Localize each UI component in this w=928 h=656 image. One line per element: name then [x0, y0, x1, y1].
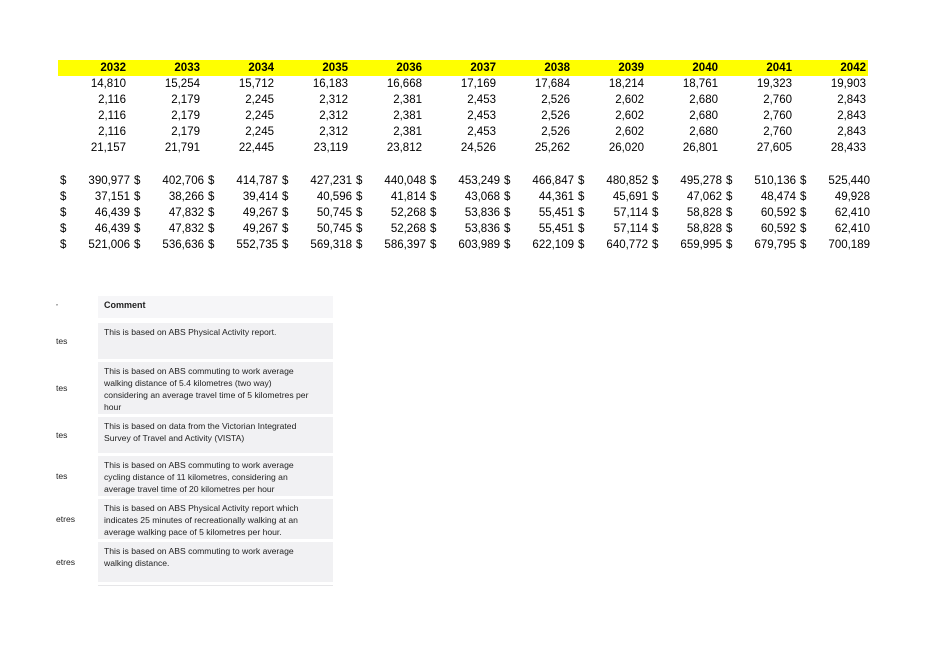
- comment-line: average walking pace of 5 kilometres per hour.: [104, 527, 282, 537]
- currency-symbol: $: [134, 223, 141, 235]
- count-cell: 21,157: [90, 142, 126, 154]
- currency-cell: 62,410: [834, 223, 870, 235]
- currency-symbol: $: [504, 207, 511, 219]
- year-header-cell: 2041: [720, 60, 794, 76]
- count-cell: 2,116: [98, 126, 126, 138]
- count-cell: 23,119: [313, 142, 348, 154]
- currency-cell: 586,397: [384, 239, 426, 251]
- currency-cell: 47,062: [686, 191, 722, 203]
- count-cell: 2,760: [763, 126, 792, 138]
- currency-symbol: $: [504, 239, 511, 251]
- currency-cell: 55,451: [538, 207, 574, 219]
- currency-cell: 47,832: [168, 207, 204, 219]
- year-header-row: [58, 60, 868, 76]
- count-cell: 2,381: [393, 126, 422, 138]
- currency-symbol: $: [578, 207, 585, 219]
- currency-cell: 53,836: [464, 207, 500, 219]
- currency-cell: 49,267: [242, 223, 278, 235]
- currency-symbol: $: [60, 223, 67, 235]
- currency-cell: 402,706: [162, 175, 204, 187]
- count-cell: 2,245: [245, 126, 274, 138]
- comment-cell: [98, 417, 333, 453]
- currency-symbol: $: [652, 239, 659, 251]
- unit-cell: tes: [56, 336, 68, 346]
- comment-line: considering an average travel time of 5 kilometres per: [104, 390, 309, 400]
- comment-cell: [98, 362, 333, 414]
- currency-cell: 552,735: [236, 239, 278, 251]
- currency-row: [58, 173, 872, 189]
- currency-symbol: $: [60, 175, 67, 187]
- year-header-cell: 2036: [350, 60, 424, 76]
- count-cell: 18,214: [608, 78, 644, 90]
- currency-cell: 52,268: [390, 207, 426, 219]
- currency-symbol: $: [208, 239, 215, 251]
- comment-line: hour: [104, 402, 122, 412]
- currency-symbol: $: [134, 207, 141, 219]
- currency-symbol: $: [800, 191, 807, 203]
- count-cell: 27,605: [756, 142, 792, 154]
- count-row: [58, 124, 868, 140]
- year-header-cell: 2042: [794, 60, 868, 76]
- count-row: [58, 108, 868, 124]
- currency-cell: 39,414: [242, 191, 278, 203]
- count-cell: 2,179: [171, 126, 200, 138]
- currency-symbol: $: [578, 223, 585, 235]
- count-cell: 2,843: [837, 94, 866, 106]
- currency-cell: 44,361: [538, 191, 574, 203]
- count-cell: 22,445: [238, 142, 274, 154]
- currency-symbol: $: [800, 175, 807, 187]
- year-header-cell: 2035: [276, 60, 350, 76]
- unit-cell: tes: [56, 383, 68, 393]
- count-cell: 2,680: [689, 94, 718, 106]
- count-cell: 2,312: [319, 94, 348, 106]
- currency-cell: 414,787: [236, 175, 278, 187]
- count-cell: 2,760: [763, 110, 792, 122]
- currency-cell: 536,636: [162, 239, 204, 251]
- currency-cell: 50,745: [316, 223, 352, 235]
- currency-symbol: $: [726, 175, 733, 187]
- currency-symbol: $: [430, 175, 437, 187]
- count-cell: 15,712: [238, 78, 274, 90]
- currency-symbol: $: [282, 239, 289, 251]
- comment-header-row: [50, 296, 333, 318]
- year-header-cell: 2039: [572, 60, 646, 76]
- comment-header: Comment: [98, 296, 333, 318]
- currency-symbol: $: [134, 175, 141, 187]
- currency-symbol: $: [60, 207, 67, 219]
- currency-symbol: $: [134, 239, 141, 251]
- count-cell: 18,761: [682, 78, 718, 90]
- comment-panel: [50, 296, 333, 588]
- currency-cell: 62,410: [834, 207, 870, 219]
- year-header-cell: 2034: [202, 60, 276, 76]
- currency-cell: 57,114: [613, 223, 648, 235]
- count-cell: 28,433: [830, 142, 866, 154]
- currency-cell: 700,189: [828, 239, 870, 251]
- currency-symbol: $: [356, 223, 363, 235]
- comment-line: This is based on ABS Physical Activity report.: [104, 327, 277, 337]
- currency-symbol: $: [726, 239, 733, 251]
- currency-cell: 58,828: [686, 223, 722, 235]
- comment-line: This is based on ABS Physical Activity report which: [104, 503, 299, 513]
- count-row: [58, 76, 868, 92]
- currency-symbol: $: [652, 223, 659, 235]
- count-cell: 2,312: [319, 126, 348, 138]
- currency-cell: 48,474: [760, 191, 796, 203]
- currency-cell: 525,440: [828, 175, 870, 187]
- currency-cell: 40,596: [316, 191, 352, 203]
- currency-symbol: $: [208, 223, 215, 235]
- count-cell: 2,453: [467, 126, 496, 138]
- comment-line: walking distance.: [104, 558, 170, 568]
- count-cell: 2,602: [615, 110, 644, 122]
- count-row: [58, 140, 868, 156]
- currency-symbol: $: [356, 239, 363, 251]
- comment-row: [50, 499, 333, 539]
- count-cell: 2,116: [98, 94, 126, 106]
- count-cell: 19,903: [830, 78, 866, 90]
- currency-cell: 495,278: [680, 175, 722, 187]
- currency-symbol: $: [430, 239, 437, 251]
- year-header-cell: 2032: [58, 60, 128, 76]
- panel-bottom-divider: [98, 585, 333, 586]
- currency-cell: 55,451: [538, 223, 574, 235]
- comment-line: This is based on ABS commuting to work average: [104, 366, 294, 376]
- currency-cell: 46,439: [94, 207, 130, 219]
- currency-cell: 622,109: [532, 239, 574, 251]
- comment-line: indicates 25 minutes of recreationally walking at an: [104, 515, 298, 525]
- count-cell: 25,262: [534, 142, 570, 154]
- currency-cell: 49,267: [242, 207, 278, 219]
- year-header-cell: 2040: [646, 60, 720, 76]
- currency-symbol: $: [504, 223, 511, 235]
- unit-cell: etres: [56, 557, 76, 567]
- currency-symbol: $: [652, 207, 659, 219]
- comment-line: walking distance of 5.4 kilometres (two way): [104, 378, 272, 388]
- count-cell: 26,020: [608, 142, 644, 154]
- year-header-cell: 2033: [128, 60, 202, 76]
- count-cell: 17,169: [460, 78, 496, 90]
- count-cell: 15,254: [164, 78, 200, 90]
- currency-cell: 453,249: [458, 175, 500, 187]
- count-cell: 2,381: [393, 94, 422, 106]
- count-cell: 2,680: [689, 110, 718, 122]
- currency-cell: 52,268: [390, 223, 426, 235]
- currency-row: [58, 205, 872, 221]
- currency-cell: 57,114: [613, 207, 648, 219]
- currency-symbol: $: [726, 223, 733, 235]
- currency-cell: 679,795: [754, 239, 796, 251]
- count-cell: 2,453: [467, 94, 496, 106]
- currency-symbol: $: [134, 191, 141, 203]
- currency-symbol: $: [430, 207, 437, 219]
- currency-symbol: $: [208, 207, 215, 219]
- comment-line: This is based on ABS commuting to work average: [104, 460, 294, 470]
- comment-row: [50, 542, 333, 582]
- currency-cell: 53,836: [464, 223, 500, 235]
- comment-cell: [98, 456, 333, 496]
- currency-symbol: $: [800, 223, 807, 235]
- currency-row: [58, 237, 872, 253]
- currency-symbol: $: [726, 207, 733, 219]
- currency-cell: 37,151: [94, 191, 130, 203]
- currency-row: [58, 221, 872, 237]
- count-cell: 2,116: [98, 110, 126, 122]
- currency-cell: 640,772: [606, 239, 648, 251]
- currency-symbol: $: [504, 175, 511, 187]
- count-cell: 2,179: [171, 94, 200, 106]
- currency-symbol: $: [208, 191, 215, 203]
- count-cell: 2,680: [689, 126, 718, 138]
- currency-symbol: $: [430, 191, 437, 203]
- currency-symbol: $: [208, 175, 215, 187]
- count-cell: 2,312: [319, 110, 348, 122]
- currency-cell: 38,266: [168, 191, 204, 203]
- count-cell: 19,323: [756, 78, 792, 90]
- currency-cell: 46,439: [94, 223, 130, 235]
- count-cell: 14,810: [90, 78, 126, 90]
- currency-cell: 41,814: [390, 191, 426, 203]
- currency-symbol: $: [578, 175, 585, 187]
- currency-symbol: $: [800, 207, 807, 219]
- year-header-cell: 2037: [424, 60, 498, 76]
- currency-cell: 49,928: [834, 191, 870, 203]
- currency-symbol: $: [282, 175, 289, 187]
- count-cell: 2,179: [171, 110, 200, 122]
- comment-cell: [98, 542, 333, 582]
- count-cell: 24,526: [460, 142, 496, 154]
- comment-row: [50, 417, 333, 453]
- count-cell: 2,760: [763, 94, 792, 106]
- currency-symbol: $: [430, 223, 437, 235]
- currency-cell: 47,832: [168, 223, 204, 235]
- currency-cell: 440,048: [384, 175, 426, 187]
- count-cell: 23,812: [386, 142, 422, 154]
- currency-symbol: $: [356, 175, 363, 187]
- currency-cell: 521,006: [88, 239, 130, 251]
- currency-cell: 480,852: [606, 175, 648, 187]
- unit-cell: tes: [56, 471, 68, 481]
- count-cell: 2,602: [615, 126, 644, 138]
- count-cell: 2,843: [837, 126, 866, 138]
- comment-line: cycling distance of 11 kilometres, considering an: [104, 472, 288, 482]
- currency-row: [58, 189, 872, 205]
- count-cell: 17,684: [534, 78, 570, 90]
- unit-cell: tes: [56, 430, 68, 440]
- currency-cell: 427,231: [310, 175, 352, 187]
- counts-table: [58, 60, 868, 156]
- currency-symbol: $: [726, 191, 733, 203]
- currency-cell: 603,989: [458, 239, 500, 251]
- count-cell: 2,526: [541, 126, 570, 138]
- count-cell: 16,183: [312, 78, 348, 90]
- count-cell: 2,526: [541, 110, 570, 122]
- currency-cell: 45,691: [612, 191, 648, 203]
- currency-cell: 659,995: [680, 239, 722, 251]
- unit-cell: etres: [56, 514, 76, 524]
- currency-cell: 43,068: [464, 191, 500, 203]
- year-header-cell: 2038: [498, 60, 572, 76]
- currency-symbol: $: [356, 191, 363, 203]
- count-cell: 2,381: [393, 110, 422, 122]
- count-cell: 26,801: [682, 142, 718, 154]
- comment-row: [50, 323, 333, 359]
- currency-symbol: $: [578, 239, 585, 251]
- currency-cell: 510,136: [754, 175, 796, 187]
- comment-line: average travel time of 20 kilometres per hour: [104, 484, 275, 494]
- comment-line: Survey of Travel and Activity (VISTA): [104, 433, 245, 443]
- count-cell: 2,245: [245, 94, 274, 106]
- currency-cell: 390,977: [88, 175, 130, 187]
- currency-symbol: $: [652, 175, 659, 187]
- currency-cell: 60,592: [760, 207, 796, 219]
- count-cell: 2,843: [837, 110, 866, 122]
- count-cell: 2,453: [467, 110, 496, 122]
- currency-symbol: $: [578, 191, 585, 203]
- count-cell: 21,791: [164, 142, 200, 154]
- currency-cell: 58,828: [686, 207, 722, 219]
- currency-symbol: $: [60, 191, 67, 203]
- currency-symbol: $: [356, 207, 363, 219]
- comment-line: This is based on data from the Victorian Integrated: [104, 421, 297, 431]
- currency-symbol: $: [652, 191, 659, 203]
- count-cell: 16,668: [386, 78, 422, 90]
- comment-line: This is based on ABS commuting to work average: [104, 546, 294, 556]
- count-row: [58, 92, 868, 108]
- comment-row: [50, 456, 333, 496]
- unit-header-cell: ’: [56, 302, 58, 312]
- comment-cell: [98, 323, 333, 359]
- currency-symbol: $: [282, 223, 289, 235]
- comment-row: [50, 362, 333, 414]
- currency-symbol: $: [282, 207, 289, 219]
- currency-cell: 569,318: [310, 239, 352, 251]
- count-cell: 2,526: [541, 94, 570, 106]
- currency-symbol: $: [60, 239, 67, 251]
- currency-cell: 60,592: [760, 223, 796, 235]
- count-cell: 2,245: [245, 110, 274, 122]
- currency-symbol: $: [800, 239, 807, 251]
- currency-symbol: $: [504, 191, 511, 203]
- count-cell: 2,602: [615, 94, 644, 106]
- values-table: [58, 173, 872, 253]
- comment-cell: [98, 499, 333, 539]
- currency-cell: 50,745: [316, 207, 352, 219]
- currency-cell: 466,847: [532, 175, 574, 187]
- currency-symbol: $: [282, 191, 289, 203]
